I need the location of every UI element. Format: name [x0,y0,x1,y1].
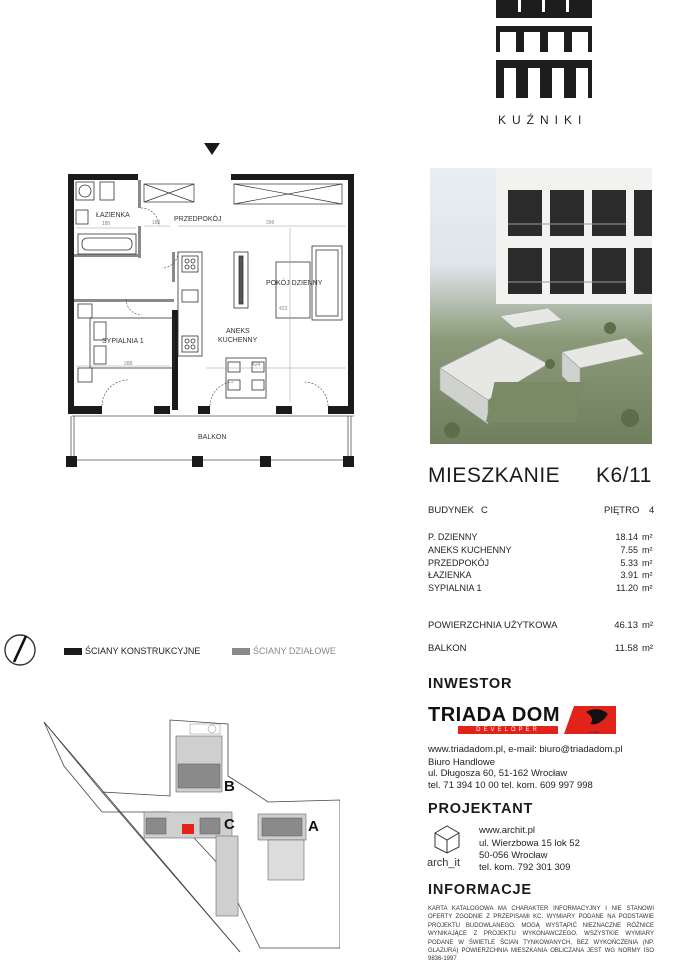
site-map [40,716,340,956]
room-label-kitchen-2: KUCHENNY [218,337,258,344]
site-label-c: C [224,816,235,833]
room-area-row: ANEKS KUCHENNY 7.55 m² [428,545,653,555]
legend-partition-label: ŚCIANY DZIAŁOWE [253,646,336,656]
investor-web[interactable]: www.triadadom.pl, e-mail: biuro@triadadom.pl [428,744,623,755]
building-a [258,814,306,880]
floor-label: PIĘTRO [604,505,640,516]
info-heading: INFORMACJE [428,882,532,898]
designer-city: 50-056 Wrocław [479,850,548,861]
compass-icon [2,632,38,673]
dim-5: 288 [124,361,133,367]
room-area-row: SYPIALNIA 1 11.20 m² [428,583,653,593]
investor-address: ul. Długosza 60, 51-162 Wrocław [428,768,568,779]
apartment-code: K6/11 [596,464,652,487]
floor-plan [66,140,362,475]
site-label-a: A [308,818,319,835]
room-label-bathroom: ŁAZIENKA [96,212,130,219]
floor-value: 4 [649,505,655,516]
legend-structural-swatch [64,648,82,655]
investor-logo-since: od 1990 r. [588,730,602,734]
room-area-row: ŁAZIENKA 3.91 m² [428,570,653,580]
designer-logo-text: arch_it [427,857,461,869]
designer-logo-icon [432,824,462,859]
logo-mark-icon [496,0,592,98]
investor-logo-sub: DEVELOPER [458,726,558,734]
designer-heading: PROJEKTANT [428,801,534,817]
building-b [176,736,222,792]
apartment-location-marker [182,824,194,834]
legend-partition-swatch [232,648,250,655]
brand-name: KUŹNIKI [498,113,588,127]
designer-phone: tel. kom. 792 301 309 [479,862,571,873]
designer-street: ul. Wierzbowa 15 lok 52 [479,838,580,849]
room-label-kitchen-1: ANEKS [226,328,250,335]
room-area-row: PRZEDPOKÓJ 5.33 m² [428,558,653,568]
room-label-hall: PRZEDPOKÓJ [174,216,222,223]
dim-2: 180 [152,220,161,226]
structural-walls [68,174,354,414]
entrance-arrow-icon [204,143,220,155]
investor-phones: tel. 71 394 10 00 tel. kom. 609 997 998 [428,780,593,791]
room-area-row: P. DZIENNY 18.14 m² [428,532,653,542]
investor-heading: INWESTOR [428,676,513,692]
investor-logo-main: TRIADA DOM [428,704,561,726]
building-visualization [430,168,652,444]
investor-office: Biuro Handlowe [428,757,496,768]
building-label: BUDYNEK [428,505,474,516]
investor-logo [428,704,642,738]
brand-logo [496,0,592,98]
room-label-living: POKÓJ DZIENNY [266,280,323,287]
usable-area-row: POWIERZCHNIA UŻYTKOWA 46.13 m² [428,620,654,631]
room-label-bedroom: SYPIALNIA 1 [102,338,144,345]
designer-web[interactable]: www.archit.pl [479,825,535,836]
site-label-b: B [224,778,235,795]
dim-3: 399 [266,220,275,226]
balcony-area-row: BALKON 11.58 m² [428,643,654,654]
partition-walls [74,180,175,302]
building-value: C [481,505,488,516]
kitchen-counter [178,252,202,356]
apartment-label: MIESZKANIE [428,464,561,487]
info-disclaimer: KARTA KATALOGOWA MA CHARAKTER INFORMACYJNY I NIE STANOWI OFERTY ZGODNIE Z PRZEPISAMI KC. WYMIARY PODANE NA PODSTAWIE PROJEKTU BUDOWLANEGO. MOGĄ WYSTĄPIĆ NIEZNACZNE RÓŻNICE WYNIKAJĄCE Z PROJEKTU WYKONAWCZEGO. WSZYSTKIE WYMIARY PODANE W ŚWIETLE ŚCIAN TYNKOWANYCH, BEZ WYKOŃCZENIA (NP. GLAZURA) POWIERZCHNIA MIESZKANIA OBLICZANA JEST WG NORMY ISO 9836-1997 [428,906,654,963]
dim-1: 180 [102,221,111,227]
legend-structural-label: ŚCIANY KONSTRUKCYJNE [85,646,201,656]
room-label-balcony: BALKON [198,434,227,441]
dim-4: 423 [279,306,288,312]
dim-6: 424 [252,362,261,368]
